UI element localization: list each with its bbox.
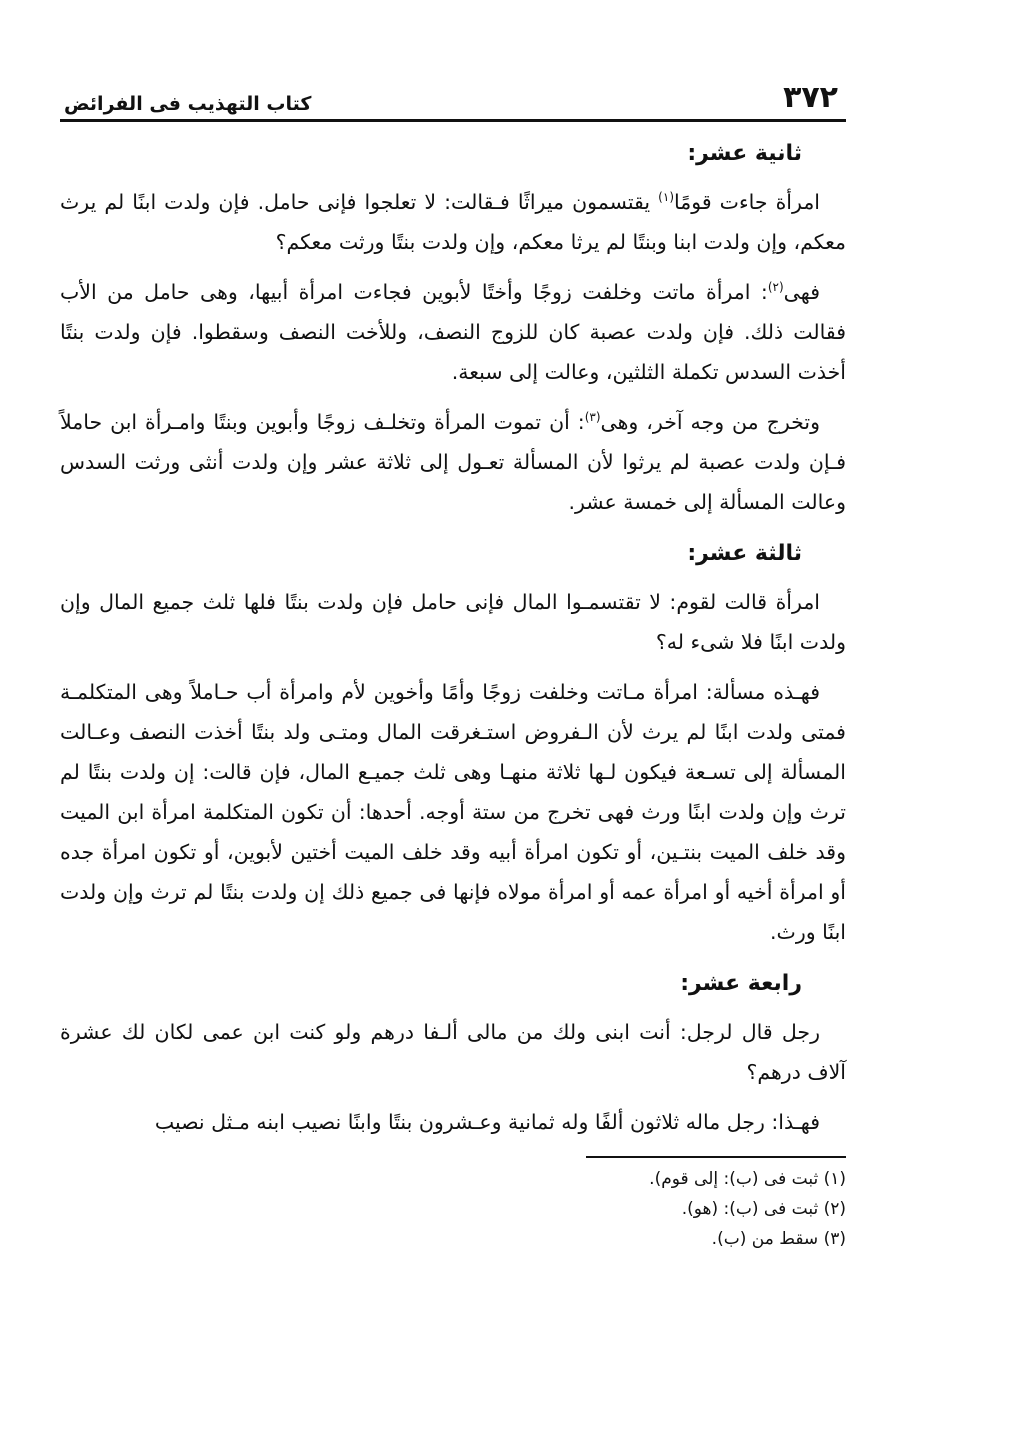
paragraph-text: : أن تموت المرأة وتخلـف زوجًا وأبوين وبنتًا وامـرأة ابن حاملاً فـإن ولدت عصبة لم يرثوا لأن المسألة تعـول إلى ثلاثة عشر وإن ولدت أنثى ورثت السدس وعالت المسألة إلى خمسة عشر. [60,410,846,514]
paragraph-text: وتخرج من وجه آخر، وهى [600,410,820,434]
paragraph: امرأة قالت لقوم: لا تقتسمـوا المال فإنى حامل فإن ولدت بنتًا فلها ثلث جميع المال وإن ولدت ابنًا فلا شىء له؟ [60,590,846,654]
paragraph-text: : امرأة ماتت وخلفت زوجًا وأختًا لأبوين فجاءت امرأة أبيها، وهى حامل من الأب فقالت ذلك. فإن ولدت عصبة كان للزوج النصف، وللأخت النصف وسقطوا. فإن ولدت بنتًا أخذت السدس تكملة الثلثين، وعالت إلى سبعة. [60,280,846,384]
paragraph-text: فهى [783,280,820,304]
section-heading-13: ثالثة عشر: [687,541,802,566]
paragraph: فهـذا: رجل ماله ثلاثون ألفًا وله ثمانية وعـشرون بنتًا وابنًا نصيب ابنه مـثل نصيب [154,1110,820,1134]
section-heading-14: رابعة عشر: [680,971,802,996]
page-number: ٣٧٢ [783,80,838,115]
running-title: كتاب التهذيب فى الفرائض [64,93,312,115]
page-body [60,132,846,1254]
footnote-1: (١) ثبت فى (ب): إلى قوم). [649,1169,846,1189]
paragraph-text: امرأة جاءت قومًا [674,190,820,214]
book-page [60,78,846,1418]
paragraph [60,402,846,522]
footnote-ref-3: (٣) [584,410,601,425]
footnote-ref-2: (٢) [767,280,784,295]
paragraph [60,182,846,262]
footnote-3: (٣) سقط من (ب). [711,1229,846,1249]
paragraph: رجل قال لرجل: أنت ابنى ولك من مالى ألـفا درهم ولو كنت ابن عمى لكان لك عشرة آلاف درهم؟ [60,1020,846,1084]
paragraph-text: يقتسمون ميراثًا فـقالت: لا تعلجوا فإنى حامل. فإن ولدت ابنًا لم يرث معكم، وإن ولدت ابنا وبنتًا لم يرثا معكم، وإن ولدت بنتًا ورثت معكم؟ [60,190,846,254]
paragraph: فهـذه مسألة: امرأة مـاتت وخلفت زوجًا وأمًا وأخوين لأم وامرأة أب حـاملاً وهى المتكلمـة فمتى ولدت ابنًا لم يرث لأن الـفروض استـغرقت المال ومتـى ولد بنتًا أخذت النصف وعـالت المسألة إلى تسـعة فيكون لـها ثلاثة منهـا وهى ثلث جميـع المال، فإن قالت: إن ولدت بنتًا لم ترث وإن ولدت ابنًا ورث فهى تخرج من ستة أوجه. أحدها: أن تكون المتكلمة امرأة ابن الميت وقد خلف الميت بنتـين، أو تكون امرأة أبيه وقد خلف الميت أختين لأبوين، أو تكون امرأة جده أو امرأة أخيه أو امرأة عمه أو امرأة مولاه فإنها فى جميع ذلك إن ولدت بنتًا لم ترث وإن ولدت ابنًا ورث. [60,680,846,944]
section-heading-12: ثانية عشر: [687,141,802,166]
footnote-divider [586,1156,846,1158]
paragraph [60,272,846,392]
footnote-ref-1: (١) [658,190,674,205]
page-header [60,78,846,122]
footnote-2: (٢) ثبت فى (ب): (هو). [681,1199,846,1219]
